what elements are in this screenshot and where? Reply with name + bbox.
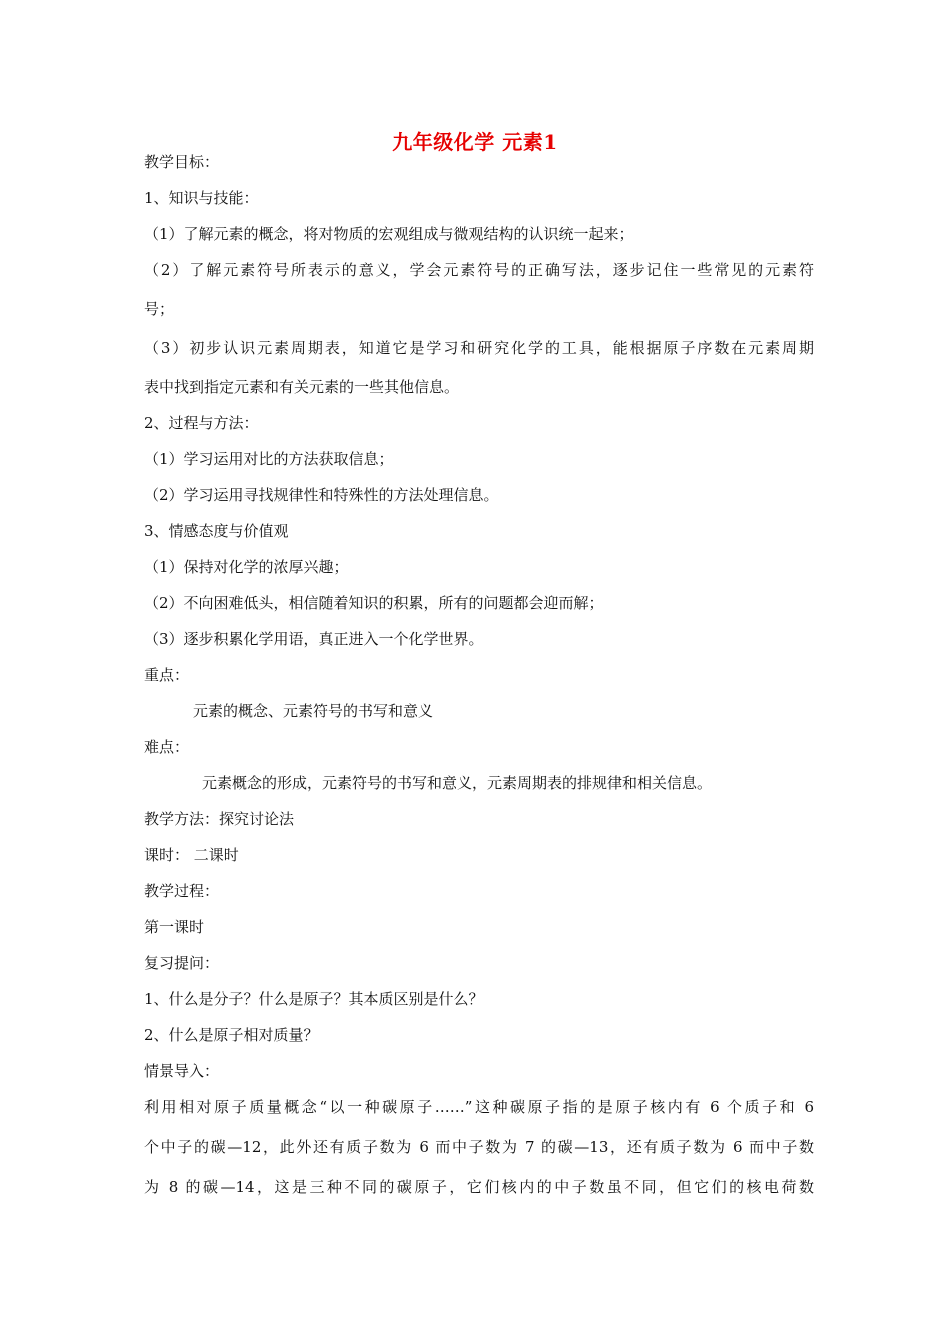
text-line: 教学目标： bbox=[144, 153, 220, 171]
text-line: （2）学习运用寻找规律性和特殊性的方法处理信息。 bbox=[144, 486, 499, 504]
text-line: 2、过程与方法： bbox=[144, 414, 259, 432]
text-line: （1）学习运用对比的方法获取信息； bbox=[144, 450, 394, 468]
text-line: 利用相对原子质量概念“以一种碳原子……”这种碳原子指的是原子核内有 6 个质子和 6 bbox=[144, 1098, 814, 1116]
text-line: 1、什么是分子？什么是原子？其本质区别是什么？ bbox=[144, 990, 484, 1008]
text-line: 教学方法：探究讨论法 bbox=[144, 810, 295, 828]
text-line: （1）保持对化学的浓厚兴趣； bbox=[144, 558, 349, 576]
text-line: 元素的概念、元素符号的书写和意义 bbox=[193, 702, 434, 720]
text-line: 情景导入： bbox=[144, 1062, 220, 1080]
text-line: 表中找到指定元素和有关元素的一些其他信息。 bbox=[144, 378, 460, 396]
text-line: 为 8 的碳—14，这是三种不同的碳原子，它们核内的中子数虽不同，但它们的核电荷数 bbox=[144, 1178, 814, 1196]
text-line: （2）了解元素符号所表示的意义，学会元素符号的正确写法，逐步记住一些常见的元素符 bbox=[144, 261, 814, 279]
text-line: 号； bbox=[144, 300, 175, 318]
text-line: 教学过程： bbox=[144, 882, 220, 900]
text-line: 2、什么是原子相对质量？ bbox=[144, 1026, 319, 1044]
text-line: 1、知识与技能： bbox=[144, 189, 259, 207]
text-line: 3、情感态度与价值观 bbox=[144, 522, 289, 540]
text-line: 重点： bbox=[144, 666, 190, 684]
text-line: 个中子的碳—12，此外还有质子数为 6 而中子数为 7 的碳—13，还有质子数为 6 而中子数 bbox=[144, 1138, 814, 1156]
text-line: （3）初步认识元素周期表，知道它是学习和研究化学的工具，能根据原子序数在元素周期 bbox=[144, 339, 814, 357]
text-line: 元素概念的形成，元素符号的书写和意义，元素周期表的排规律和相关信息。 bbox=[202, 774, 713, 792]
text-line: 课时： 二课时 bbox=[144, 846, 239, 864]
text-line: 复习提问： bbox=[144, 954, 220, 972]
text-line: 难点： bbox=[144, 738, 190, 756]
document-title: 九年级化学 元素1 bbox=[392, 130, 558, 154]
text-line: （2）不向困难低头，相信随着知识的积累，所有的问题都会迎而解； bbox=[144, 594, 604, 612]
text-line: （3）逐步积累化学用语，真正进入一个化学世界。 bbox=[144, 630, 484, 648]
text-line: 第一课时 bbox=[144, 918, 205, 936]
text-line: （1）了解元素的概念，将对物质的宏观组成与微观结构的认识统一起来； bbox=[144, 225, 634, 243]
